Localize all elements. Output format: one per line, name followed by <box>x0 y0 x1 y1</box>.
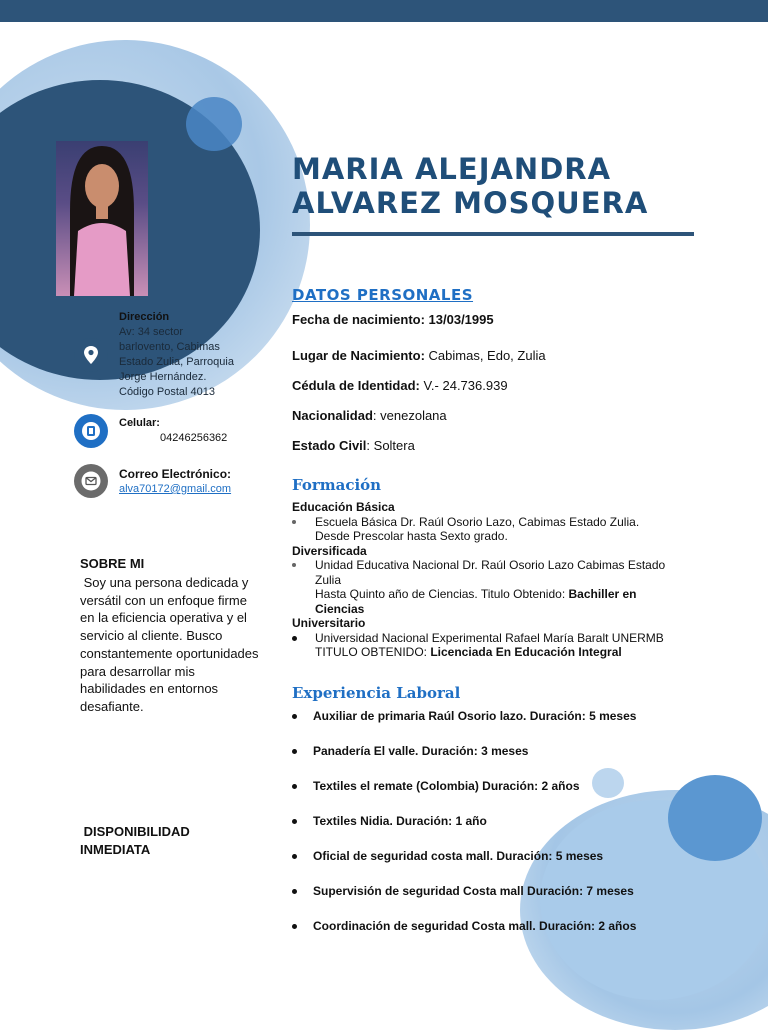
edu-div-line: Unidad Educativa Nacional Dr. Raúl Osorio Lazo Cabimas Estado <box>315 558 666 572</box>
birthplace-row <box>292 348 546 363</box>
edu-uni-line: TITULO OBTENIDO: <box>315 645 431 659</box>
education-section-title: Formación <box>292 476 382 494</box>
experience-text: Textiles el remate (Colombia) Duración: 2 años <box>313 779 580 793</box>
birthplace-value: Cabimas, Edo, Zulia <box>424 348 546 363</box>
id-label: Cédula de Identidad: <box>292 378 420 393</box>
experience-item <box>292 779 580 793</box>
experience-text: Auxiliar de primaria Raúl Osorio lazo. Duración: 5 meses <box>313 709 637 723</box>
birthplace-label: Lugar de Nacimiento: <box>292 348 425 363</box>
civil-row <box>292 438 415 453</box>
name-line: MARIA ALEJANDRA <box>292 152 612 186</box>
civil-value: : Soltera <box>366 438 415 453</box>
decor-circle-bottom-tiny <box>592 768 624 798</box>
edu-basic-line: Escuela Básica Dr. Raúl Osorio Lazo, Cabimas Estado Zulia. <box>315 514 640 529</box>
edu-basic-label: Educación Básica <box>292 500 395 514</box>
edu-div-line: Hasta Quinto año de Ciencias. Titulo Obtenido: <box>315 587 569 601</box>
address-line: Estado Zulia, Parroquia <box>119 356 234 368</box>
full-name <box>292 152 712 220</box>
personal-section-title: DATOS PERSONALES <box>292 286 474 304</box>
address-label: Dirección <box>119 311 170 323</box>
experience-text: Oficial de seguridad costa mall. Duración: 5 meses <box>313 849 604 863</box>
education-list <box>292 500 712 660</box>
edu-div-title: Bachiller en <box>568 587 637 601</box>
edu-basic-item <box>292 515 712 544</box>
edu-div-item <box>292 558 712 616</box>
bullet-icon <box>292 889 297 894</box>
edu-div-line: Zulia <box>315 572 342 587</box>
nationality-row <box>292 408 447 423</box>
email-link[interactable]: alva70172@gmail.com <box>119 483 232 495</box>
edu-div-label: Diversificada <box>292 543 367 558</box>
bullet-icon <box>292 924 297 929</box>
decor-circle-small <box>186 97 242 151</box>
experience-item <box>292 884 634 898</box>
id-row <box>292 378 508 393</box>
nationality-value: : venezolana <box>372 408 447 423</box>
experience-item <box>292 919 636 933</box>
nationality-label: Nacionalidad <box>292 408 373 423</box>
top-bar <box>0 0 768 22</box>
about-text: Soy una persona dedicada y versátil con un enfoque firme en la eficiencia operativa y el servicio al cliente. Busco constantemente oportunidades para desarrollar mis habilidades en entornos desafiante. <box>80 575 263 714</box>
experience-item <box>292 709 636 723</box>
email-icon <box>74 464 108 498</box>
experience-text: Textiles Nidia. Duración: 1 año <box>313 814 487 828</box>
bullet-icon <box>292 563 296 567</box>
availability-line: DISPONIBILIDAD <box>80 824 190 839</box>
phone-label: Celular: <box>119 417 160 429</box>
availability-line: INMEDIATA <box>80 842 151 857</box>
bullet-icon <box>292 636 297 641</box>
address-line: barlovento, Cabimas <box>119 341 220 353</box>
profile-photo <box>56 141 148 296</box>
bullet-icon <box>292 854 297 859</box>
edu-uni-title: Licenciada En Educación Integral <box>430 645 622 659</box>
address-text <box>119 325 259 400</box>
decor-circle-bottom-blue <box>668 775 762 861</box>
experience-section-title: Experiencia Laboral <box>292 684 461 702</box>
bullet-icon <box>292 784 297 789</box>
phone-icon <box>74 414 108 448</box>
experience-text: Coordinación de seguridad Costa mall. Duración: 2 años <box>313 919 637 933</box>
phone-number: 04246256362 <box>160 432 228 444</box>
bullet-icon <box>292 749 297 754</box>
edu-basic-line: Desde Prescolar hasta Sexto grado. <box>315 529 508 543</box>
experience-item <box>292 814 487 828</box>
edu-uni-line: Universidad Nacional Experimental Rafael María Baralt UNERMB <box>315 630 664 645</box>
bullet-icon <box>292 714 297 719</box>
bullet-icon <box>292 819 297 824</box>
address-line: Jorge Hernández. <box>119 371 207 383</box>
id-value: V.- 24.736.939 <box>419 378 508 393</box>
experience-item <box>292 744 528 758</box>
experience-text: Supervisión de seguridad Costa mall Duración: 7 meses <box>313 884 634 898</box>
address-line: Av: 34 sector <box>119 326 183 338</box>
location-icon <box>74 338 108 372</box>
edu-div-title: Ciencias <box>315 601 365 616</box>
birth-date: Fecha de nacimiento: 13/03/1995 <box>292 312 494 327</box>
civil-label: Estado Civil <box>292 438 367 453</box>
edu-uni-label: Universitario <box>292 616 366 630</box>
name-divider <box>292 232 694 236</box>
about-title: SOBRE MI <box>80 556 145 571</box>
experience-text: Panadería El valle. Duración: 3 meses <box>313 744 529 758</box>
email-label: Correo Electrónico: <box>119 467 232 481</box>
name-line: ALVAREZ MOSQUERA <box>292 186 649 220</box>
experience-item <box>292 849 603 863</box>
edu-uni-item <box>292 631 712 660</box>
address-line: Código Postal 4013 <box>119 386 216 398</box>
bullet-icon <box>292 520 296 524</box>
